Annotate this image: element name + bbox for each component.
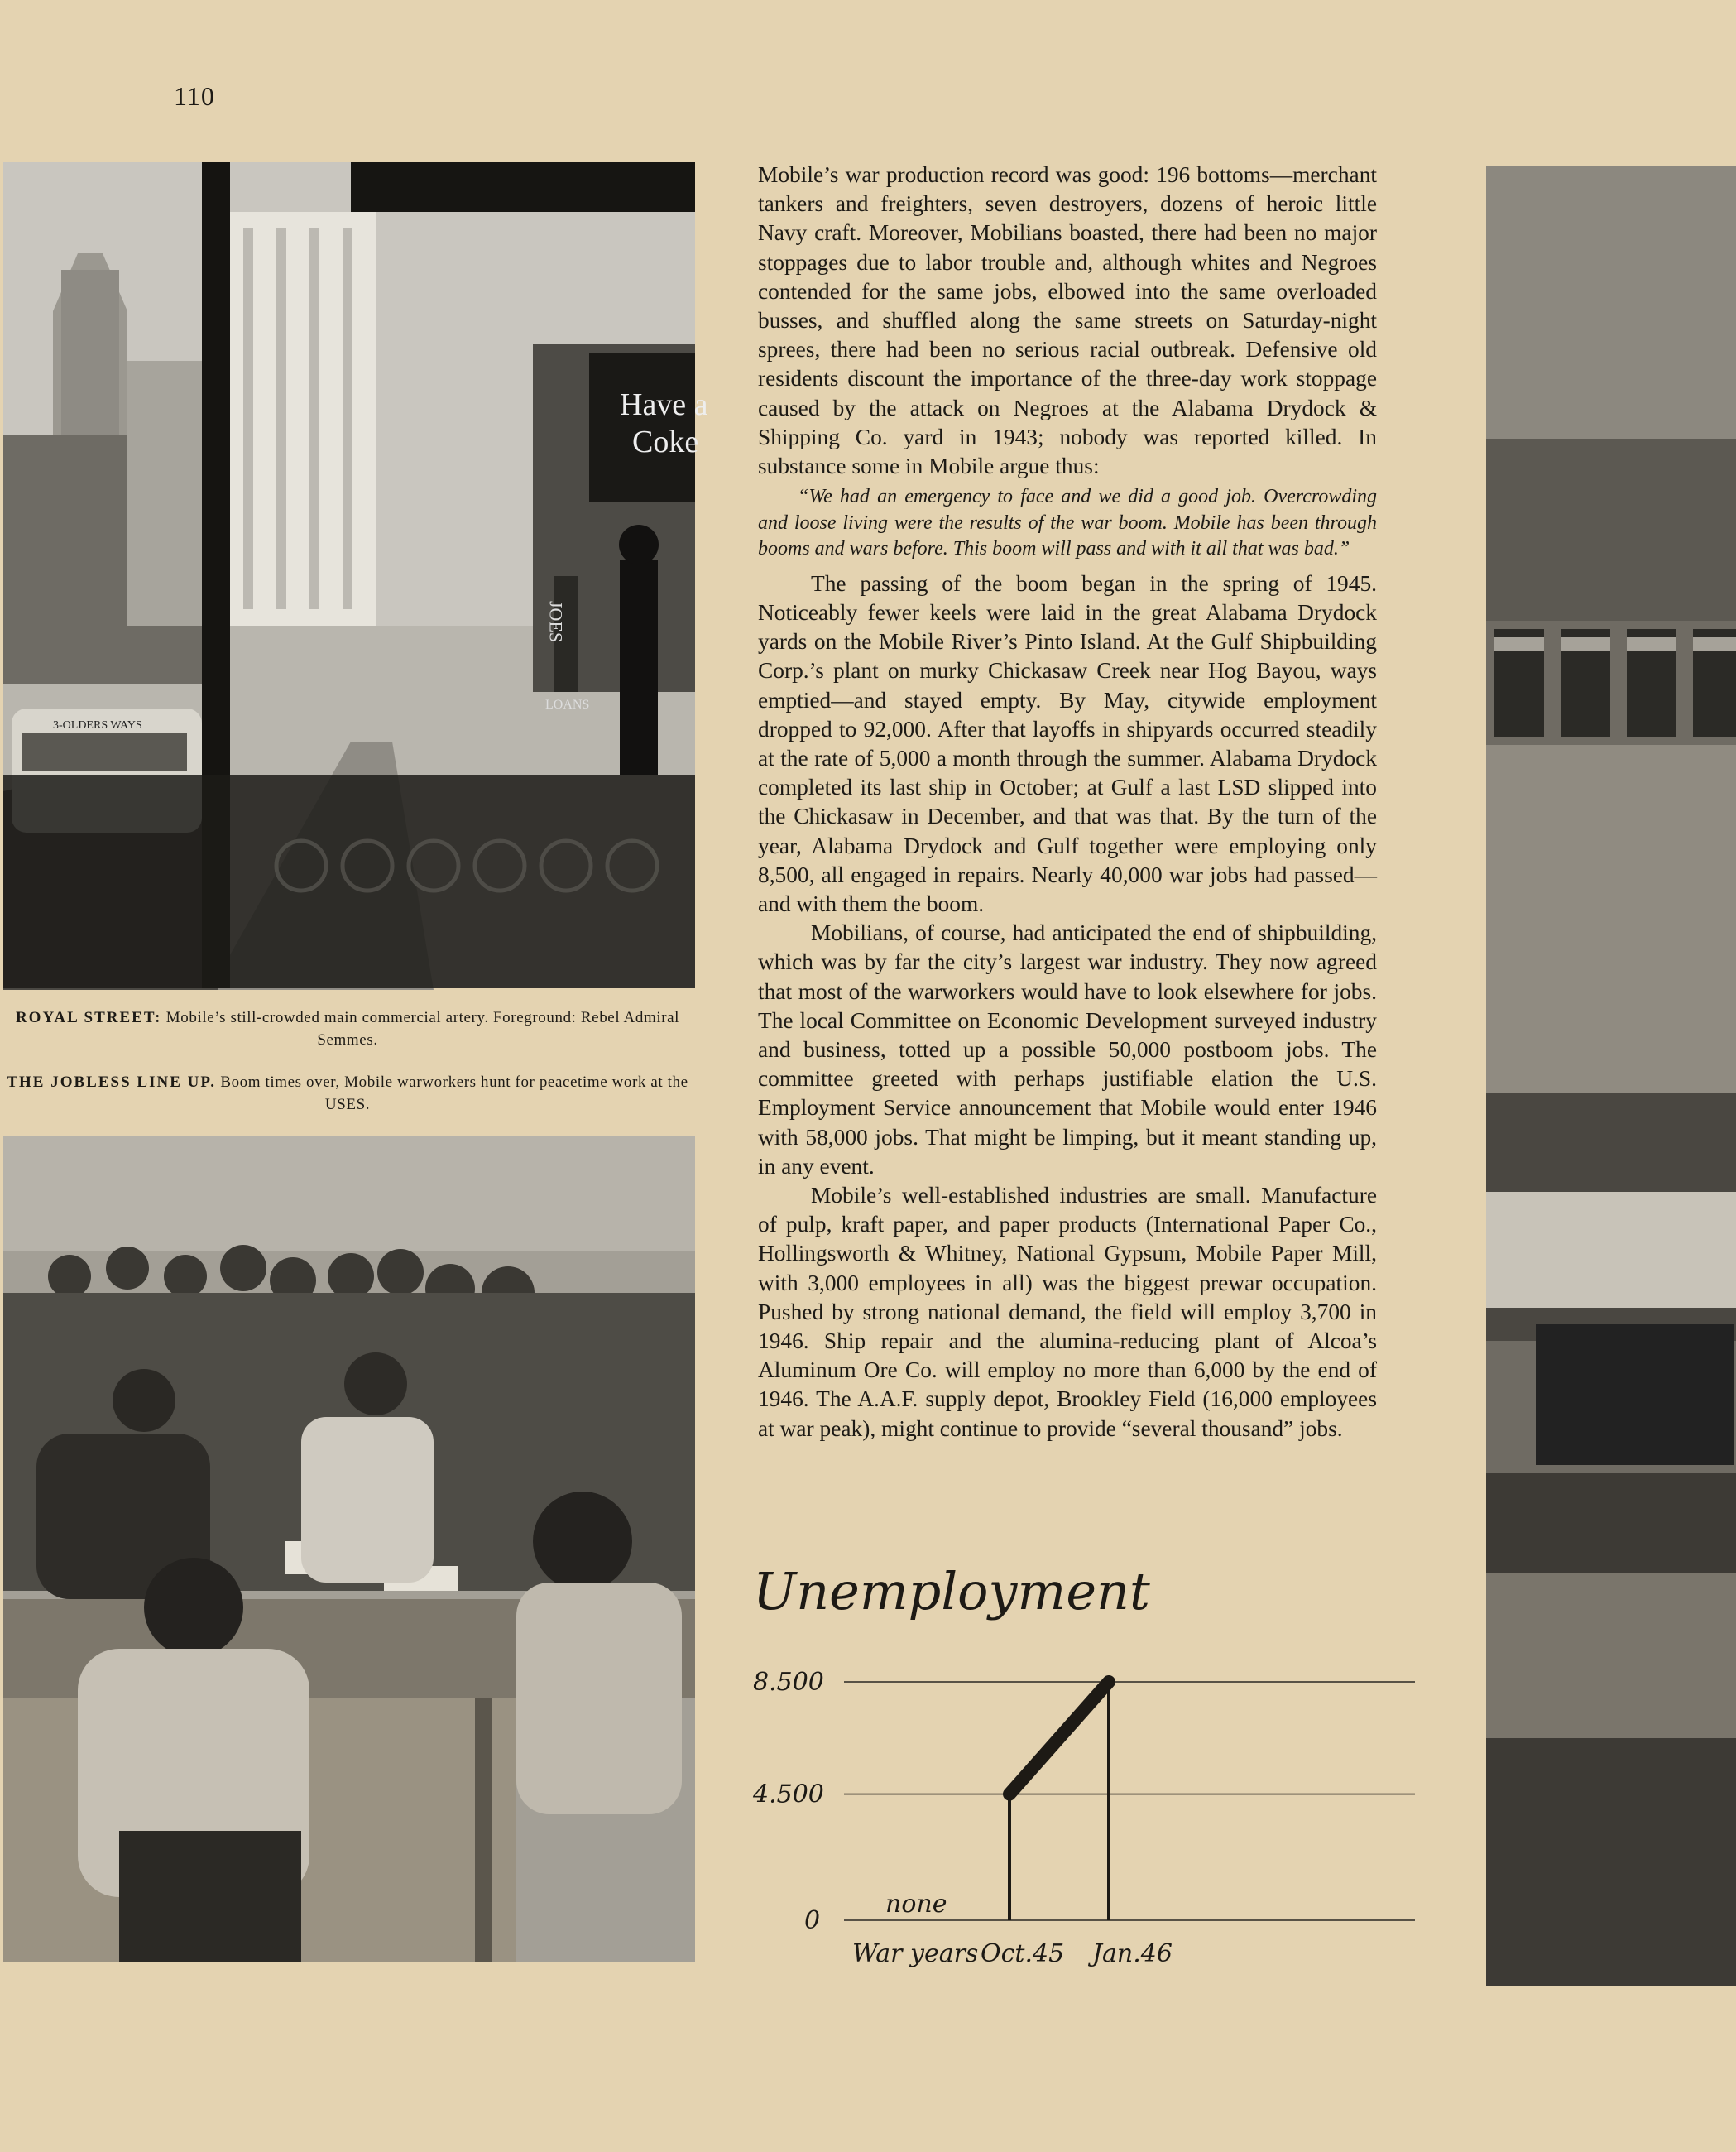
loans-sign: LOANS <box>545 698 590 712</box>
x-tick-label-2: Jan.46 <box>1092 1939 1173 1968</box>
y-tick-label-1: 4.500 <box>753 1780 824 1809</box>
article-paragraph-2: The passing of the boom began in the spring of 1945. Noticeably fewer keels were laid in the great Alabama Drydock yards on the Mobile River’s Pinto Island. At the Gulf Shipbuilding Corp.’s plant on murky Chickasaw Creek near Hog Bayou, ways emptied—and stayed empty. By May, citywide employment dropped to 92,000. After that layoffs in shipyards occurred steadily at the rate of 5,000 a month through the summer. Alabama Drydock completed its last ship in October; at Gulf a last LSD slipped into the Chickasaw in December, and that was that. By the turn of the year, Alabama Drydock and Gulf together were employing only 8,500, all engaged in repairs. Nearly 40,000 war jobs had passed—and with them the boom. <box>758 570 1377 916</box>
article-body <box>758 161 1377 1443</box>
coke-sign-line1: Have a <box>620 387 708 422</box>
article-paragraph-1: Mobile’s war production record was good: 196 bottoms—merchant tankers and freighters, seven destroyers, dozens of heroic little Navy craft. Moreover, Mobilians boasted, there had been no major stoppages due to labor trouble and, although whites and Negroes contended for the same jobs, elbowed into the same overloaded busses, and shuffled along the same streets on Saturday-night sprees, there had been no serious racial outbreak. Defensive old residents discount the importance of the three-day work stoppage caused by the attack on Negroes at the Alabama Drydock & Shipping Co. yard in 1943; nobody was reported killed. In substance some in Mobile argue thus: <box>758 162 1377 479</box>
article-paragraph-4: Mobile’s well-established industries are small. Manufacture of pulp, kraft paper, and paper products (International Paper Co., Hollingsworth & Whitney, National Gypsum, Mobile Paper Mill, with 3,000 employees in all) was the biggest prewar occupation. Pushed by strong national demand, the field will employ 3,700 in 1946. Ship repair and the alumina-reducing plant of Alcoa’s Aluminum Ore Co. will employ no more than 6,000 by the end of 1946. The A.A.F. supply depot, Brookley Field (16,000 employees at war peak), might continue to provide “several thousand” jobs. <box>758 1183 1377 1441</box>
jobless-caption-heading: THE JOBLESS LINE UP. <box>7 1074 216 1091</box>
jobless-caption <box>0 1071 695 1116</box>
page-number: 110 <box>174 81 215 111</box>
y-tick-label-0: 0 <box>804 1906 821 1935</box>
royal-street-caption <box>0 1006 695 1051</box>
series-line <box>1009 1682 1109 1794</box>
adjacent-page-photo <box>1486 166 1736 1986</box>
chart-title: Unemployment <box>753 1561 1150 1621</box>
unemployment-chart <box>728 1556 1440 1986</box>
royal-street-caption-text: Mobile’s still-crowded main commercial artery. Foreground: Rebel Admiral Semmes. <box>165 1009 680 1049</box>
article-paragraph-3: Mobilians, of course, had anticipated the end of shipbuilding, which was by far the city’s largest war industry. They now agreed that most of the warworkers would have to look elsewhere for jobs. The local Committee on Economic Development surveyed industry and business, totted up a possible 50,000 postboom jobs. The committee greeted with perhaps justifiable elation the U.S. Employment Service announcement that Mobile would enter 1946 with 58,000 jobs. That might be limping, but it meant standing up, in any event. <box>758 920 1377 1179</box>
joes-sign: JOES <box>545 601 567 643</box>
jobless-line-photo <box>3 1136 695 1962</box>
royal-street-photo <box>3 162 708 988</box>
article-quote: “We had an emergency to face and we did a good job. Overcrowding and loose living were the results of the war boom. Mobile has been through booms and wars before. This boom will pass and with it all that was bad.” <box>758 486 1377 560</box>
x-tick-label-1: Oct.45 <box>981 1939 1065 1968</box>
coke-sign-line2: Coke <box>632 425 699 459</box>
y-tick-label-2: 8.500 <box>753 1668 824 1697</box>
bus-sign: 3-OLDERS WAYS <box>53 719 142 732</box>
royal-street-caption-heading: ROYAL STREET: <box>15 1009 162 1026</box>
chart-annotation-none: none <box>885 1890 947 1919</box>
unemployment-chart-svg <box>728 1556 1440 1986</box>
jobless-caption-text: Boom times over, Mobile warworkers hunt for peacetime work at the USES. <box>220 1074 688 1113</box>
x-tick-label-0: War years <box>852 1939 979 1968</box>
